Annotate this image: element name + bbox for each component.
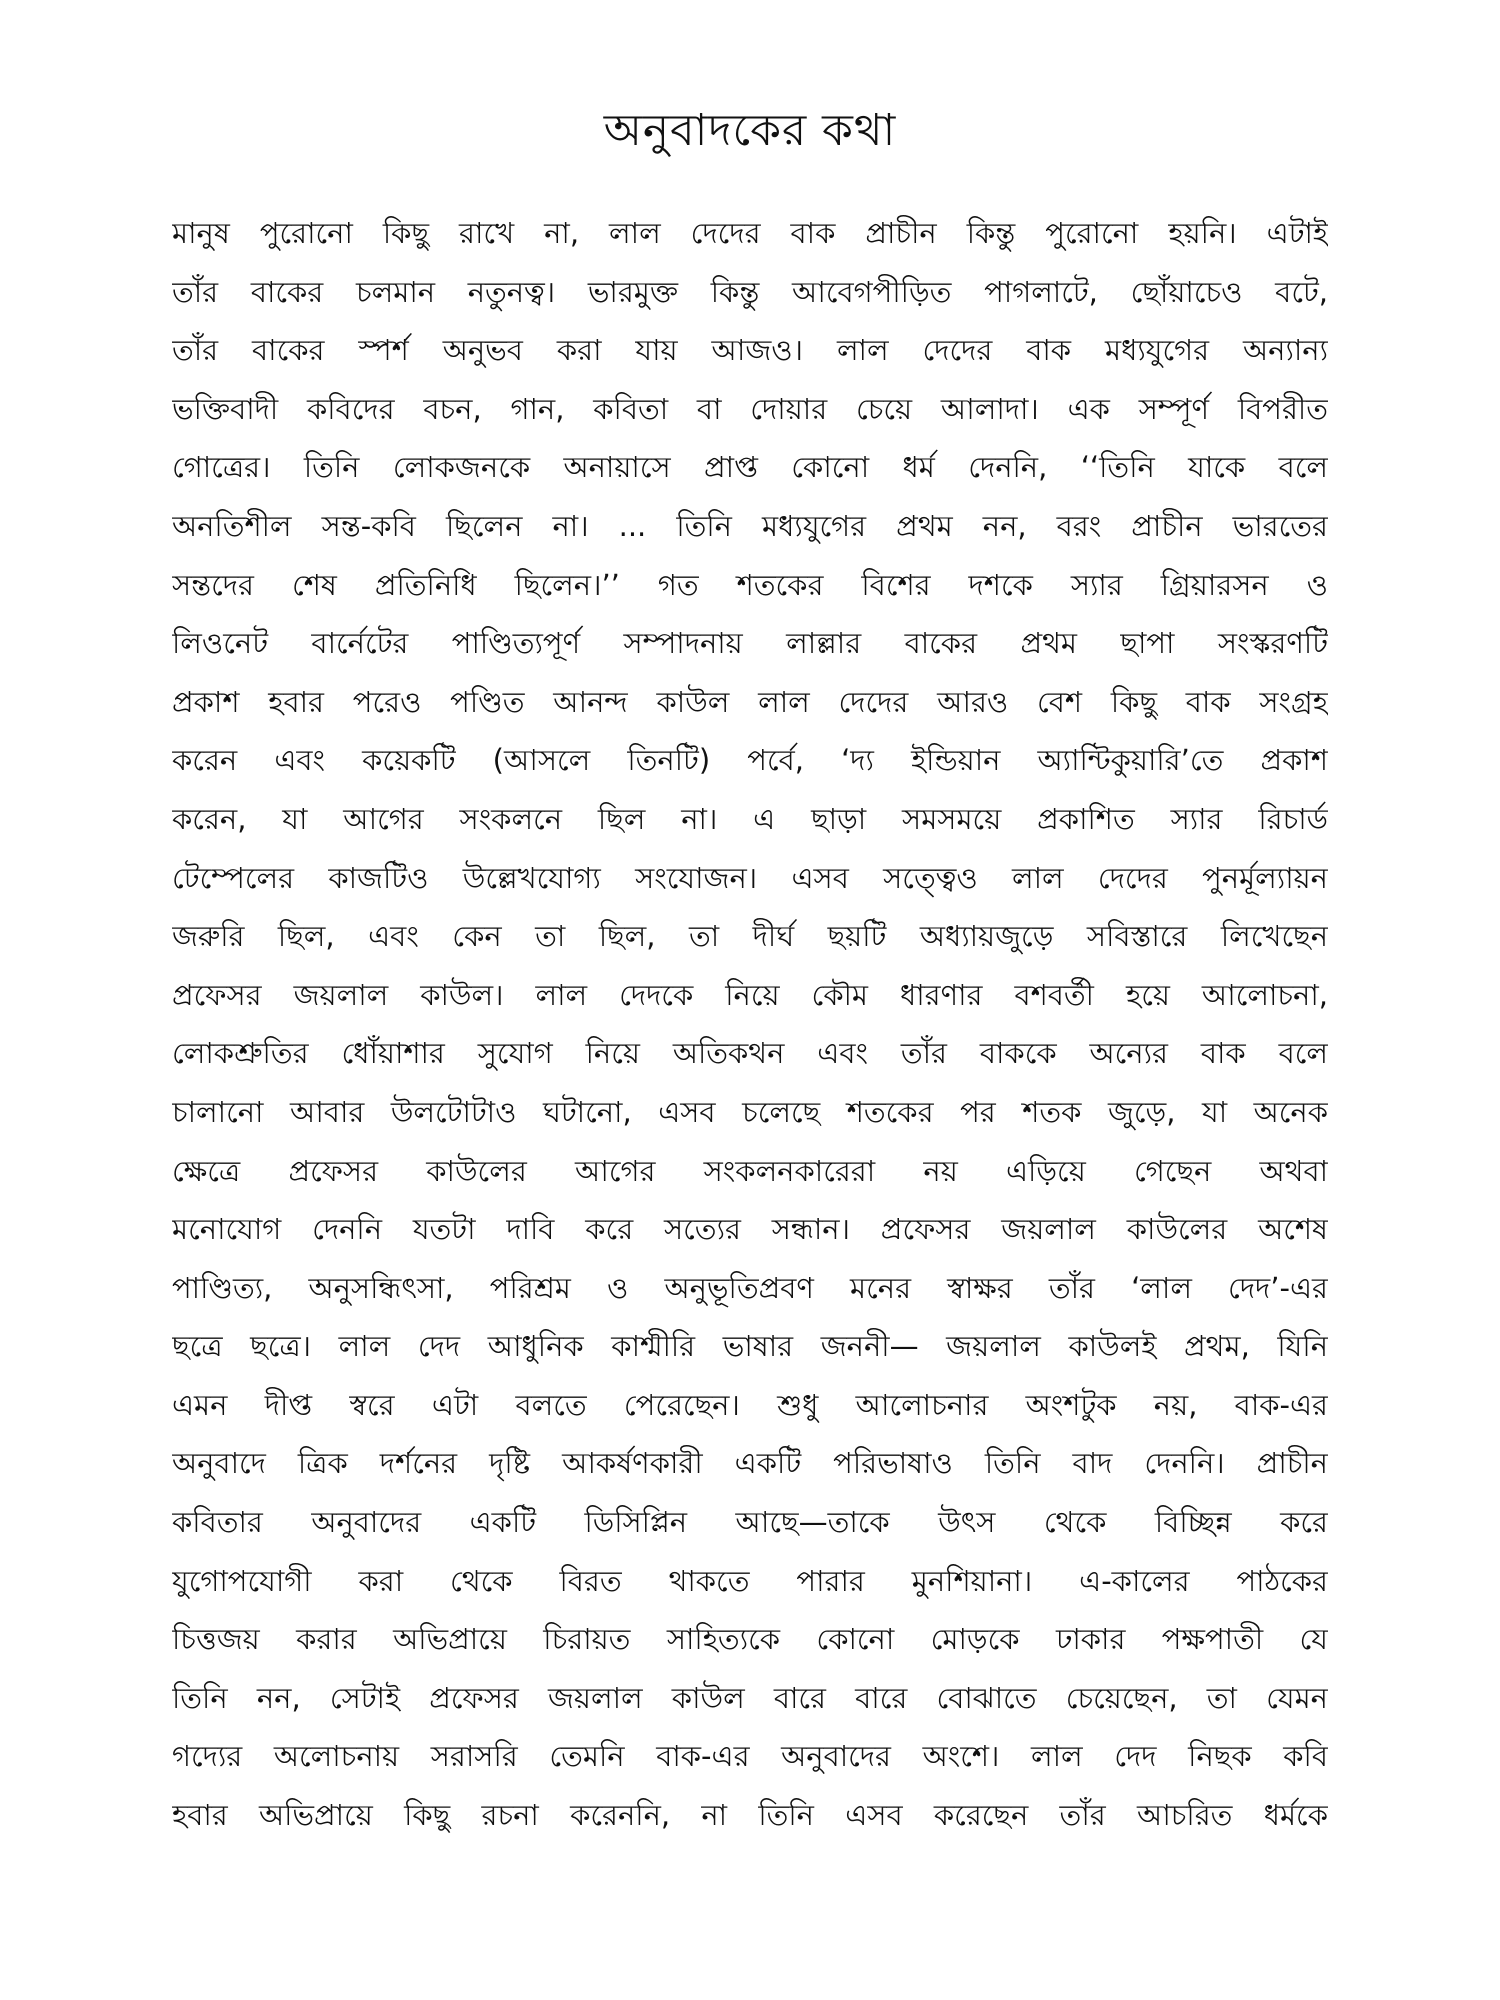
text-line: তিনি নন, সেটাই প্রফেসর জয়লাল কাউল বারে বারে বোঝাতে চেয়েছেন, তা যেমন xyxy=(172,1680,1328,1715)
text-line: যুগোপযোগী করা থেকে বিরত থাকতে পারার মুনশিয়ানা। এ-কালের পাঠকের xyxy=(172,1563,1328,1598)
text-line: লিওনেট বার্নেটের পাণ্ডিত্যপূর্ণ সম্পাদনায় লাল্লার বাকের প্রথম ছাপা সংস্করণটি xyxy=(172,626,1328,661)
body-paragraph xyxy=(172,204,1328,1845)
text-line: অনতিশীল সন্ত-কবি ছিলেন না। ... তিনি মধ্যযুগের প্রথম নন, বরং প্রাচীন ভারতের xyxy=(172,508,1328,543)
text-line: প্রফেসর জয়লাল কাউল। লাল দেদকে নিয়ে কৌম ধারণার বশবর্তী হয়ে আলোচনা, xyxy=(172,977,1328,1012)
text-line: তাঁর বাকের চলমান নতুনত্ব। ভারমুক্ত কিন্তু আবেগপীড়িত পাগলাটে, ছোঁয়াচেও বটে, xyxy=(172,274,1328,309)
text-line: করেন এবং কয়েকটি (আসলে তিনটি) পর্বে, ‘দ্য ইন্ডিয়ান অ্যান্টিকুয়ারি’তে প্রকাশ xyxy=(172,743,1328,778)
text-line: করেন, যা আগের সংকলনে ছিল না। এ ছাড়া সমসময়ে প্রকাশিত স্যার রিচার্ড xyxy=(172,801,1328,836)
text-line: ছত্রে ছত্রে। লাল দেদ আধুনিক কাশ্মীরি ভাষার জননী— জয়লাল কাউলই প্রথম, যিনি xyxy=(172,1329,1328,1364)
text-line: চিত্তজয় করার অভিপ্রায়ে চিরায়ত সাহিত্যকে কোনো মোড়কে ঢাকার পক্ষপাতী যে xyxy=(172,1622,1328,1657)
text-line: তাঁর বাকের স্পর্শ অনুভব করা যায় আজও। লাল দেদের বাক মধ্যযুগের অন্যান্য xyxy=(172,333,1328,368)
text-line: অনুবাদে ত্রিক দর্শনের দৃষ্টি আকর্ষণকারী একটি পরিভাষাও তিনি বাদ দেননি। প্রাচীন xyxy=(172,1446,1328,1481)
text-line: সন্তদের শেষ প্রতিনিধি ছিলেন।’’ গত শতকের বিশের দশকে স্যার গ্রিয়ারসন ও xyxy=(172,567,1328,602)
text-line: গদ্যের অলোচনায় সরাসরি তেমনি বাক-এর অনুবাদের অংশে। লাল দেদ নিছক কবি xyxy=(172,1739,1328,1774)
text-line: হবার অভিপ্রায়ে কিছু রচনা করেননি, না তিনি এসব করেছেন তাঁর আচরিত ধর্মকে xyxy=(172,1798,1328,1833)
text-line: ক্ষেত্রে প্রফেসর কাউলের আগের সংকলনকারেরা নয় এড়িয়ে গেছেন অথবা xyxy=(172,1153,1328,1188)
page-title: অনুবাদকের কথা xyxy=(603,105,897,157)
text-line: এমন দীপ্ত স্বরে এটা বলতে পেরেছেন। শুধু আলোচনার অংশটুক নয়, বাক-এর xyxy=(172,1387,1328,1422)
text-line: চালানো আবার উলটোটাও ঘটানো, এসব চলেছে শতকের পর শতক জুড়ে, যা অনেক xyxy=(172,1094,1328,1129)
text-line: জরুরি ছিল, এবং কেন তা ছিল, তা দীর্ঘ ছয়টি অধ্যায়জুড়ে সবিস্তারে লিখেছেন xyxy=(172,919,1328,954)
text-line: ভক্তিবাদী কবিদের বচন, গান, কবিতা বা দোয়ার চেয়ে আলাদা। এক সম্পূর্ণ বিপরীত xyxy=(172,391,1328,426)
text-line: প্রকাশ হবার পরেও পণ্ডিত আনন্দ কাউল লাল দেদের আরও বেশ কিছু বাক সংগ্রহ xyxy=(172,684,1328,719)
text-line: মনোযোগ দেননি যতটা দাবি করে সত্যের সন্ধান। প্রফেসর জয়লাল কাউলের অশেষ xyxy=(172,1212,1328,1247)
text-line: পাণ্ডিত্য, অনুসন্ধিৎসা, পরিশ্রম ও অনুভূতিপ্রবণ মনের স্বাক্ষর তাঁর ‘লাল দেদ’-এর xyxy=(172,1270,1328,1305)
text-line: টেম্পেলের কাজটিও উল্লেখযোগ্য সংযোজন। এসব সত্ত্বেও লাল দেদের পুনর্মূল্যায়ন xyxy=(172,860,1328,895)
text-line: গোত্রের। তিনি লোকজনকে অনায়াসে প্রাপ্ত কোনো ধর্ম দেননি, ‘‘তিনি যাকে বলে xyxy=(172,450,1328,485)
text-line: মানুষ পুরোনো কিছু রাখে না, লাল দেদের বাক প্রাচীন কিন্তু পুরোনো হয়নি। এটাই xyxy=(172,216,1328,250)
text-line: লোকশ্রুতির ধোঁয়াশার সুযোগ নিয়ে অতিকথন এবং তাঁর বাককে অন্যের বাক বলে xyxy=(172,1036,1328,1071)
text-line: কবিতার অনুবাদের একটি ডিসিপ্লিন আছে—তাকে উৎস থেকে বিচ্ছিন্ন করে xyxy=(172,1505,1328,1540)
